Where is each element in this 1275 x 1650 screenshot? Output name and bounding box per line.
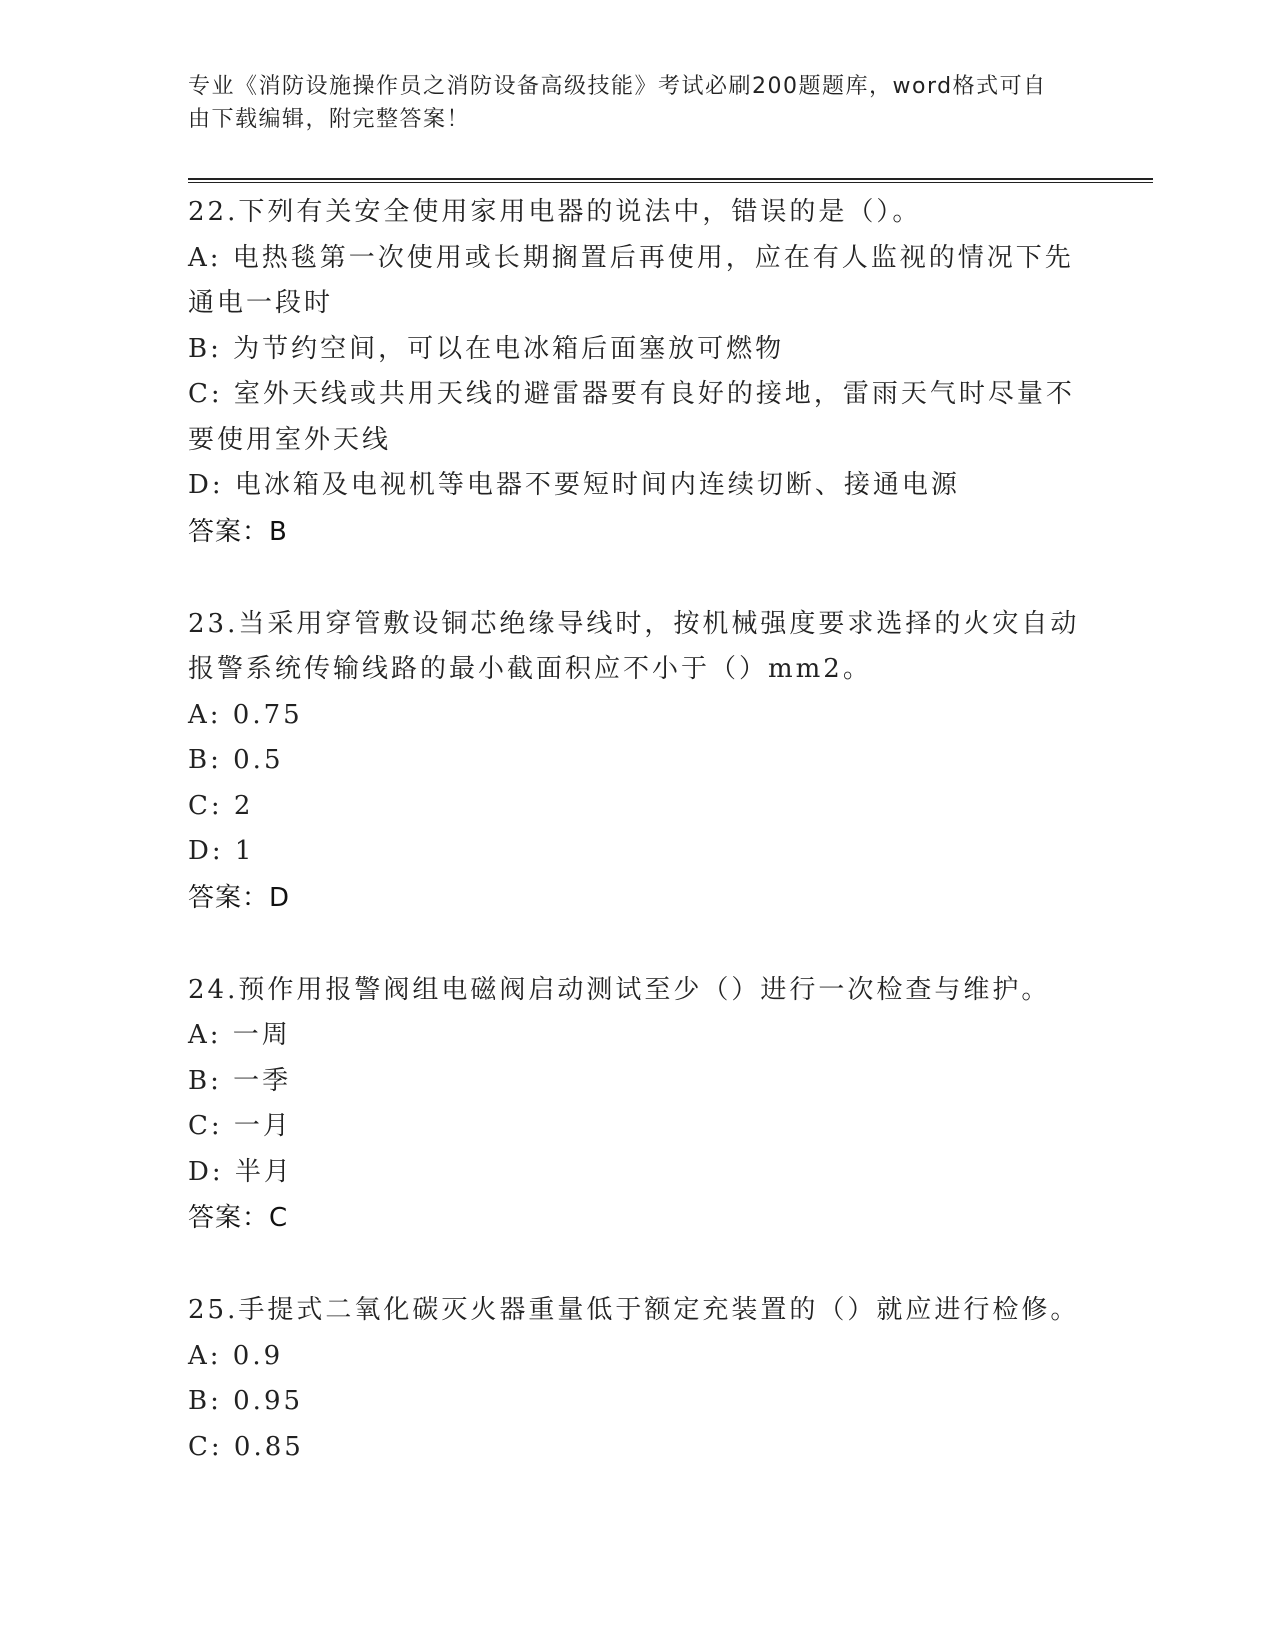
option-a-continued: 通电一段时: [188, 288, 334, 318]
option-c: C: 0.85: [188, 1431, 304, 1462]
question-stem: 22.下列有关安全使用家用电器的说法中，错误的是（）。: [188, 197, 922, 227]
option-b: B: 一季: [188, 1065, 292, 1096]
option-c: C: 一月: [188, 1111, 292, 1141]
option-d: D: 半月: [188, 1156, 293, 1187]
question-stem-continued: 报警系统传输线路的最小截面积应不小于（）mm2。: [188, 654, 872, 684]
option-c-continued: 要使用室外天线: [188, 424, 392, 455]
question-stem: 23.当采用穿管敷设铜芯绝缘导线时，按机械强度要求选择的火灾自动: [188, 608, 1080, 639]
question-24: [188, 968, 1088, 1242]
option-d: D: 1: [188, 836, 255, 866]
question-stem: 24.预作用报警阀组电磁阀启动测试至少（）进行一次检查与维护。: [188, 974, 1051, 1005]
answer-line: 答案：B: [188, 516, 288, 547]
option-c: C: 2: [188, 790, 254, 821]
option-c: C: 室外天线或共用天线的避雷器要有良好的接地，雷雨天气时尽量不: [188, 379, 1075, 409]
document-page: [188, 0, 1148, 1650]
header-divider: [188, 178, 1153, 183]
option-a: A: 电热毯第一次使用或长期搁置后再使用，应在有人监视的情况下先: [188, 242, 1074, 273]
option-b: B: 0.5: [188, 745, 284, 775]
answer-line: 答案：D: [188, 882, 291, 913]
answer-line: 答案：C: [188, 1203, 289, 1233]
question-stem: 25.手提式二氧化碳灭火器重量低于额定充装置的（）就应进行检修。: [188, 1295, 1080, 1325]
option-b: B: 为节约空间，可以在电冰箱后面塞放可燃物: [188, 333, 785, 364]
question-23: [188, 602, 1088, 921]
question-25: [188, 1288, 1088, 1470]
question-list: [188, 190, 1088, 1517]
option-a: A: 一周: [188, 1020, 291, 1050]
option-a: A: 0.9: [188, 1340, 284, 1371]
option-d: D: 电冰箱及电视机等电器不要短时间内连续切断、接通电源: [188, 470, 960, 500]
document-header: 专业《消防设施操作员之消防设备高级技能》考试必刷200题题库，word格式可自由下载编辑，附完整答案！: [188, 74, 1047, 132]
option-b: B: 0.95: [188, 1386, 304, 1416]
question-22: [188, 190, 1088, 555]
option-a: A: 0.75: [188, 699, 303, 730]
